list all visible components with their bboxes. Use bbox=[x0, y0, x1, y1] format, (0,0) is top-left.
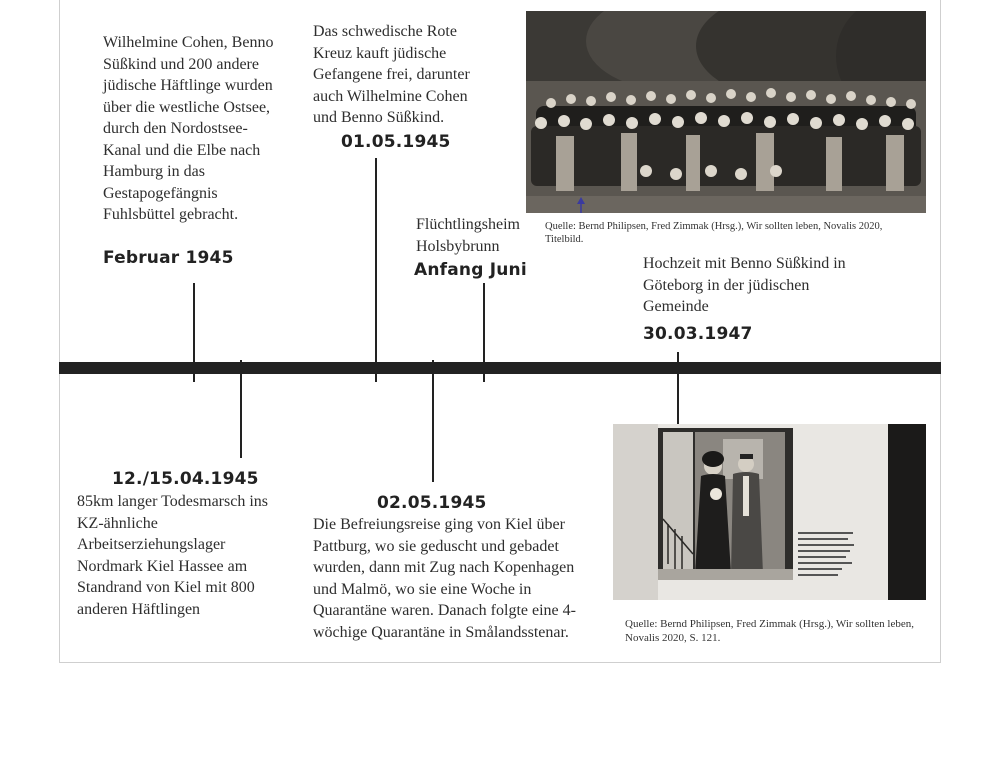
event-date-may1: 01.05.1945 bbox=[341, 132, 451, 152]
event-date-june: Anfang Juni bbox=[414, 260, 527, 280]
event-date-feb1945: Februar 1945 bbox=[103, 248, 234, 268]
event-text-wedding: Hochzeit mit Benno Süßkind in Göteborg in der jüdischen Gemeinde bbox=[643, 255, 846, 315]
tick-may2 bbox=[432, 360, 434, 482]
tick-feb1945 bbox=[193, 283, 195, 382]
wedding-photo-caption: Quelle: Bernd Philipsen, Fred Zimmak (Hrsg.), Wir sollten leben, Novalis 2020, S. 121. bbox=[625, 618, 914, 644]
tick-wedding bbox=[677, 352, 679, 427]
timeline-axis bbox=[59, 362, 941, 374]
event-text-feb1945: Wilhelmine Cohen, Benno Süßkind und 200 andere jüdische Häftlinge wurden über die westliche Ostsee, durch den Nordostsee-Kanal und die Elbe nach Hamburg in das Gestapogefängnis Fuhlsbüttel gebracht. bbox=[103, 34, 274, 223]
tick-june bbox=[483, 283, 485, 382]
event-text-june: Flüchtlingsheim Holsbybrunn bbox=[416, 216, 520, 255]
event-date-may2: 02.05.1945 bbox=[377, 493, 487, 513]
event-date-wedding: 30.03.1947 bbox=[643, 324, 753, 344]
wedding-photo bbox=[613, 424, 926, 600]
event-text-apr1945: 85km langer Todesmarsch ins KZ-ähnliche Arbeitserziehungslager Nordmark Kiel Hassee am Standrand von Kiel mit 800 anderen Häftlingen bbox=[77, 493, 268, 618]
tick-may1 bbox=[375, 158, 377, 382]
tick-apr1945 bbox=[240, 360, 242, 458]
event-date-apr1945: 12./15.04.1945 bbox=[112, 469, 259, 489]
event-text-may1: Das schwedische Rote Kreuz kauft jüdische Gefangene frei, darunter auch Wilhelmine Cohen und Benno Süßkind. bbox=[313, 23, 470, 126]
event-text-may2: Die Befreiungsreise ging von Kiel über Pattburg, wo sie geduscht und gebadet wurden, dann mit Zug nach Kopenhagen und Malmö, wo sie eine Woche in Quarantäne waren. Danach folgte eine 4-wöchige Quarantäne in Smålandsstenar. bbox=[313, 516, 576, 641]
group-photo-caption: Quelle: Bernd Philipsen, Fred Zimmak (Hrsg.), Wir sollten leben, Novalis 2020, Titelbild. bbox=[545, 221, 883, 245]
group-photo bbox=[526, 11, 926, 213]
